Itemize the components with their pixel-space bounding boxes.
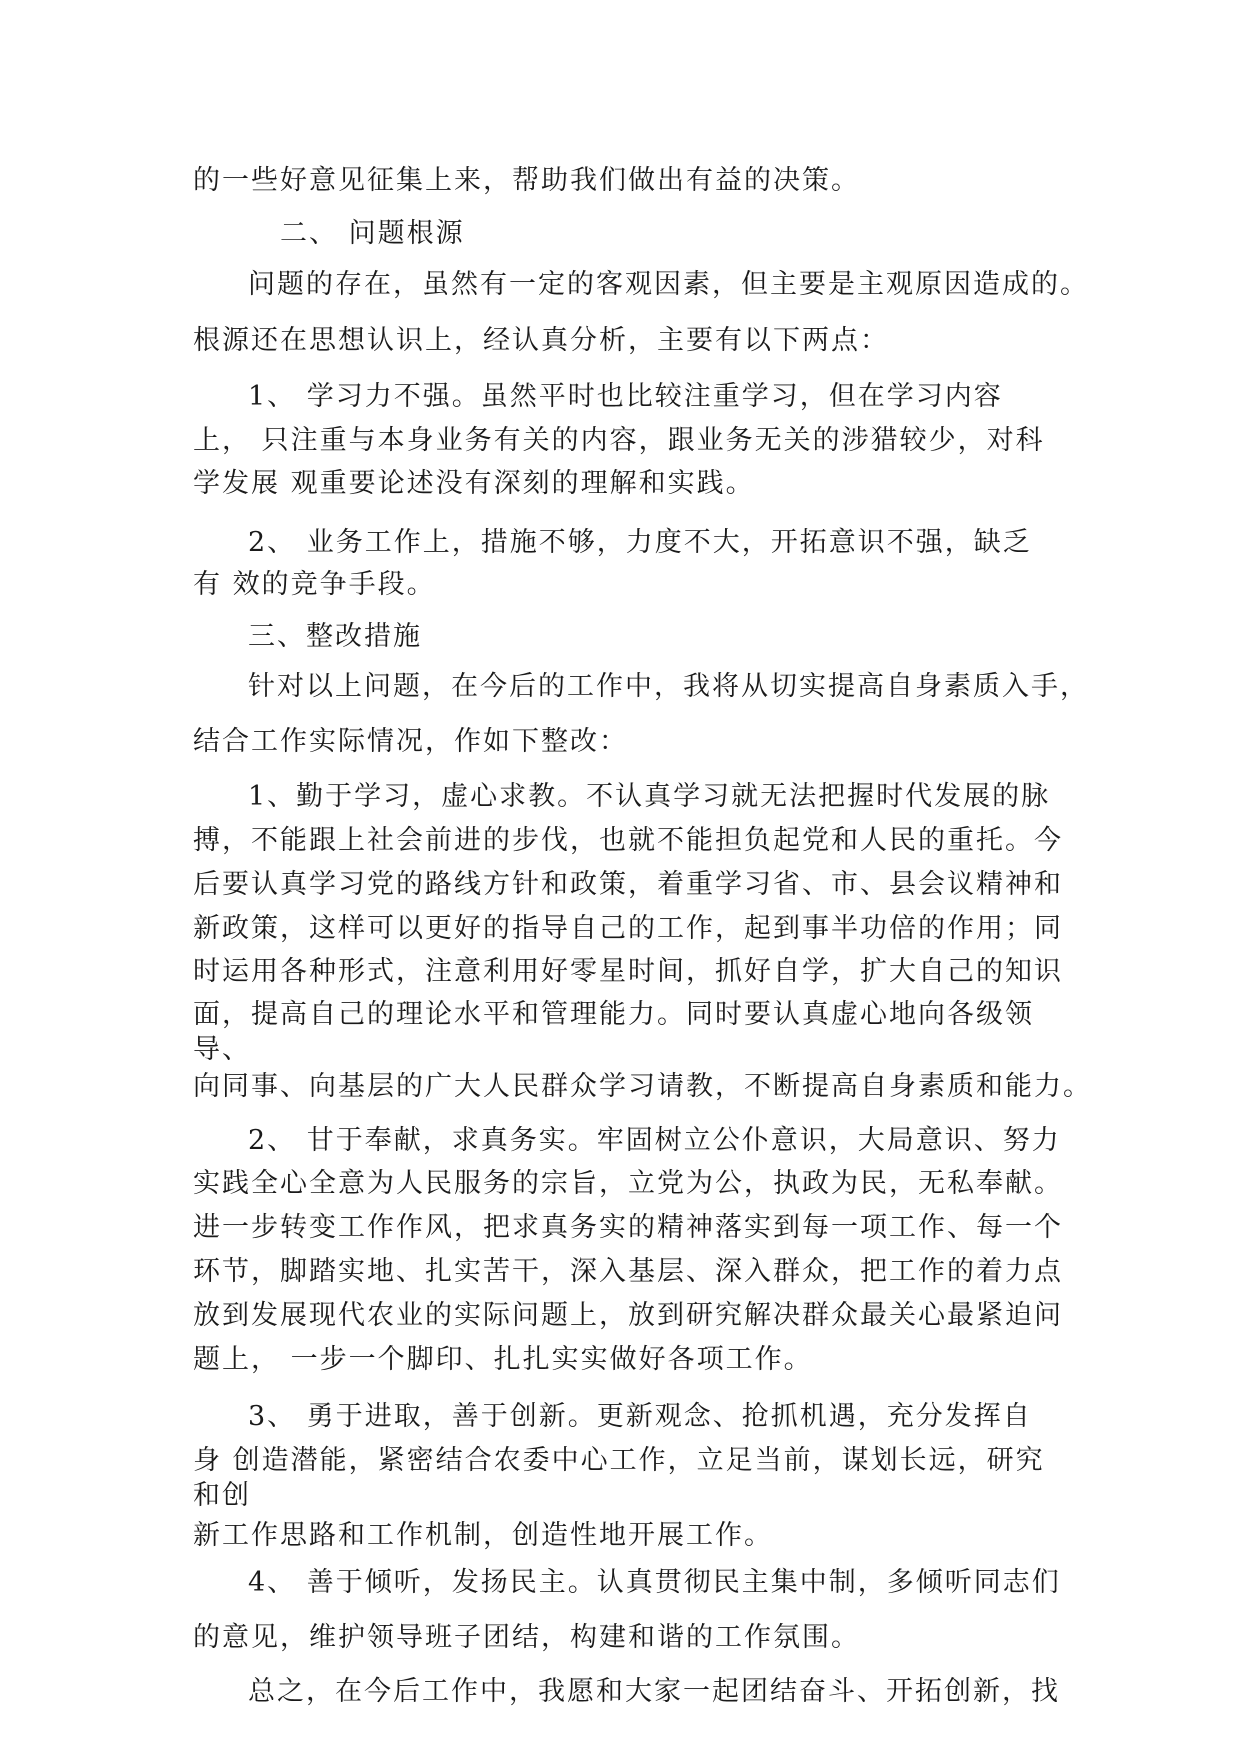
text-line: 放到发展现代农业的实际问题上，放到研究解决群众最关心最紧迫问 bbox=[193, 1300, 1063, 1331]
text-line: 结合工作实际情况，作如下整改： bbox=[193, 726, 628, 757]
text-line: 导、 bbox=[193, 1034, 251, 1065]
text-line: 题上， 一步一个脚印、扎扎实实做好各项工作。 bbox=[193, 1344, 813, 1375]
text-line: 新政策，这样可以更好的指导自己的工作，起到事半功倍的作用；同 bbox=[193, 913, 1063, 944]
text-line: 时运用各种形式，注意利用好零星时间，抓好自学，扩大自己的知识 bbox=[193, 956, 1063, 987]
text-line: 搏，不能跟上社会前进的步伐，也就不能担负起党和人民的重托。今 bbox=[193, 825, 1063, 856]
text-line: 根源还在思想认识上，经认真分析，主要有以下两点： bbox=[193, 325, 889, 356]
text-line: 1、 学习力不强。虽然平时也比较注重学习，但在学习内容 bbox=[248, 381, 1003, 412]
text-line: 的意见，维护领导班子团结，构建和谐的工作氛围。 bbox=[193, 1622, 860, 1653]
text-line: 环节，脚踏实地、扎实苦干，深入基层、深入群众，把工作的着力点 bbox=[193, 1256, 1063, 1287]
text-line: 面，提高自己的理论水平和管理能力。同时要认真虚心地向各级领 bbox=[193, 999, 1034, 1030]
text-line: 4、 善于倾听，发扬民主。认真贯彻民主集中制，多倾听同志们 bbox=[248, 1567, 1061, 1598]
section-heading: 三、整改措施 bbox=[248, 621, 422, 652]
text-line: 的一些好意见征集上来，帮助我们做出有益的决策。 bbox=[193, 165, 860, 196]
text-line: 身 创造潜能，紧密结合农委中心工作，立足当前，谋划长远，研究 bbox=[193, 1445, 1045, 1476]
text-line: 上， 只注重与本身业务有关的内容，跟业务无关的涉猎较少，对科 bbox=[193, 425, 1045, 456]
text-line: 1、勤于学习，虚心求教。不认真学习就无法把握时代发展的脉 bbox=[248, 781, 1051, 812]
text-line: 2、 业务工作上，措施不够，力度不大，开拓意识不强，缺乏 bbox=[248, 527, 1032, 558]
text-line: 后要认真学习党的路线方针和政策，着重学习省、市、县会议精神和 bbox=[193, 869, 1063, 900]
text-line: 3、 勇于进取，善于创新。更新观念、抢抓机遇，充分发挥自 bbox=[248, 1401, 1032, 1432]
text-line: 向同事、向基层的广大人民群众学习请教，不断提高自身素质和能力。 bbox=[193, 1071, 1092, 1102]
text-line: 学发展 观重要论述没有深刻的理解和实践。 bbox=[193, 468, 755, 499]
text-line: 有 效的竞争手段。 bbox=[193, 569, 436, 600]
section-heading: 二、 问题根源 bbox=[280, 218, 465, 249]
text-line: 实践全心全意为人民服务的宗旨，立党为公，执政为民，无私奉献。 bbox=[193, 1168, 1063, 1199]
text-line: 总之，在今后工作中，我愿和大家一起团结奋斗、开拓创新，找 bbox=[248, 1676, 1060, 1707]
text-line: 问题的存在，虽然有一定的客观因素，但主要是主观原因造成的。 bbox=[248, 269, 1089, 300]
text-line: 和创 bbox=[193, 1480, 251, 1511]
text-line: 针对以上问题，在今后的工作中，我将从切实提高自身素质入手， bbox=[248, 671, 1089, 702]
text-line: 进一步转变工作作风，把求真务实的精神落实到每一项工作、每一个 bbox=[193, 1212, 1063, 1243]
text-line: 新工作思路和工作机制，创造性地开展工作。 bbox=[193, 1520, 773, 1551]
text-line: 2、 甘于奉献，求真务实。牢固树立公仆意识，大局意识、努力 bbox=[248, 1125, 1061, 1156]
